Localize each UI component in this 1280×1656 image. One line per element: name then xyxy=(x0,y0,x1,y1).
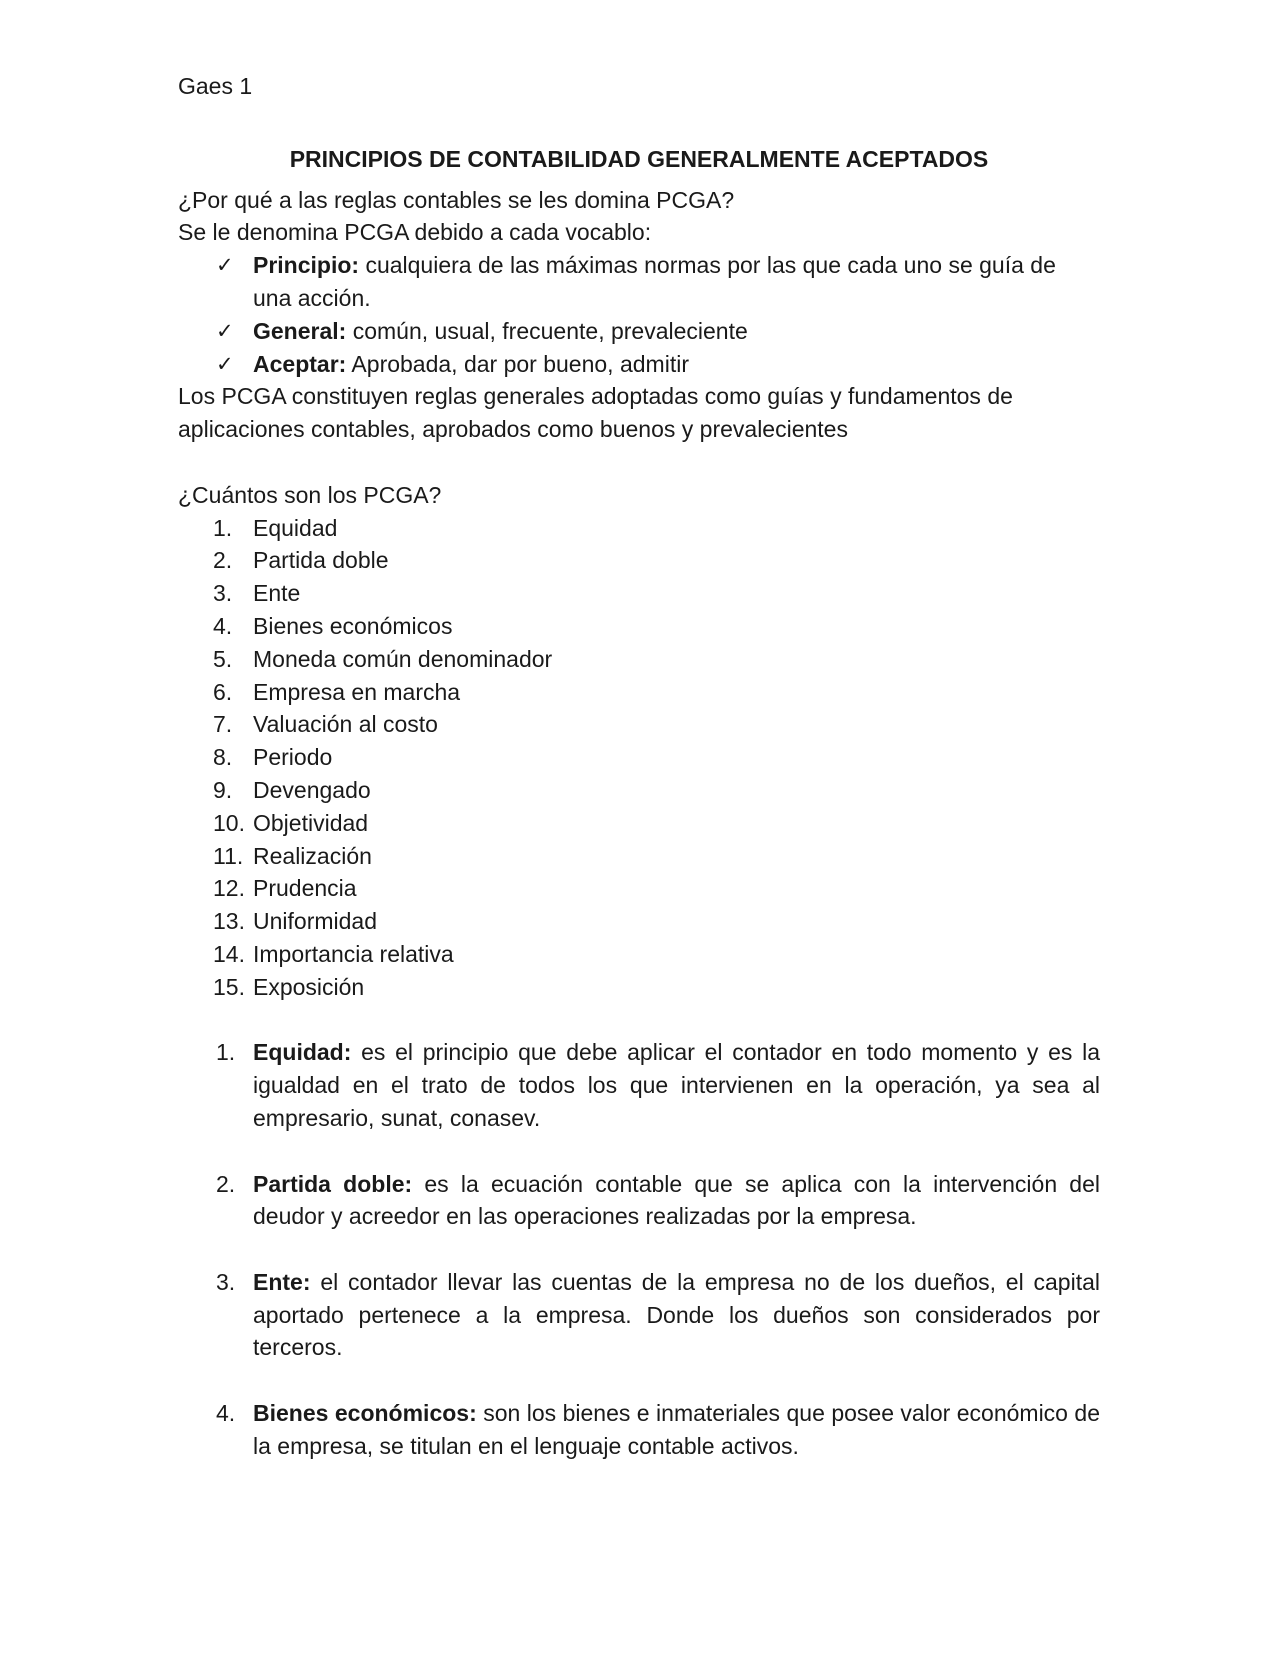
definition-text: son los bienes e inmateriales que posee valor económico de la empresa, se titulan en el lenguaje contable activos. xyxy=(253,1400,1100,1459)
vocab-term: General: xyxy=(253,317,347,344)
list-item xyxy=(178,938,1100,971)
definition-item xyxy=(178,1397,1100,1463)
list-item xyxy=(178,741,1100,774)
list-number: 12. xyxy=(213,875,245,902)
list-item xyxy=(178,840,1100,873)
list-item xyxy=(178,610,1100,643)
definition-text: es el principio que debe aplicar el contador en todo momento y es la igualdad en el trato de todos los que intervienen en la operación, ya sea al empresario, sunat, conasev. xyxy=(253,1039,1100,1131)
vocab-term: Principio: xyxy=(253,252,360,279)
list-number: 1. xyxy=(213,514,233,541)
list-number: 15. xyxy=(213,973,245,1000)
definition-term: Equidad: xyxy=(253,1039,352,1066)
vocab-text: Aprobada, dar por bueno, admitir xyxy=(346,350,689,377)
definition-text: el contador llevar las cuentas de la empresa no de los dueños, el capital aportado pertenece a la empresa. Donde los dueños son considerados por terceros. xyxy=(253,1268,1100,1361)
document-title: PRINCIPIOS DE CONTABILIDAD GENERALMENTE ACEPTADOS xyxy=(289,145,989,172)
vocab-text: cualquiera de las máximas normas por las que cada uno se guía de una acción. xyxy=(253,252,1056,311)
intro-answer: Se le denomina PCGA debido a cada vocablo: xyxy=(178,219,652,246)
list-number: 11. xyxy=(213,842,244,869)
definition-term: Bienes económicos: xyxy=(253,1400,477,1427)
list-label: Ente xyxy=(253,580,301,607)
definition-term: Ente: xyxy=(253,1268,311,1295)
list-label: Partida doble xyxy=(253,547,389,574)
definition-item xyxy=(178,1036,1100,1134)
definition-item xyxy=(178,1168,1100,1234)
list-item xyxy=(178,774,1100,807)
list-item xyxy=(178,905,1100,938)
definitions-list xyxy=(178,1036,1100,1462)
list-label: Bienes económicos xyxy=(253,612,453,639)
count-question: ¿Cuántos son los PCGA? xyxy=(178,481,442,508)
list-label: Equidad xyxy=(253,514,338,541)
page-header: Gaes 1 xyxy=(178,73,253,99)
list-item xyxy=(178,512,1100,545)
list-label: Uniformidad xyxy=(253,908,377,935)
list-label: Realización xyxy=(253,842,372,869)
vocab-text: común, usual, frecuente, prevaleciente xyxy=(346,317,748,344)
definition-text: es la ecuación contable que se aplica con la intervención del deudor y acreedor en las operaciones realizadas por la empresa. xyxy=(253,1170,1101,1230)
list-item xyxy=(178,872,1100,905)
vocab-list xyxy=(178,249,1100,380)
list-item xyxy=(178,708,1100,741)
definition-term: Partida doble: xyxy=(253,1170,413,1197)
list-item xyxy=(178,971,1100,1004)
list-label: Moneda común denominador xyxy=(253,645,553,672)
list-number: 4. xyxy=(213,612,233,639)
vocab-item xyxy=(178,315,1100,348)
intro-question: ¿Por qué a las reglas contables se les domina PCGA? xyxy=(178,186,735,213)
definition-number: 2. xyxy=(216,1170,236,1197)
principles-list xyxy=(178,512,1100,1004)
list-number: 5. xyxy=(213,645,233,672)
definition-number: 1. xyxy=(216,1039,236,1066)
vocab-term: Aceptar: xyxy=(253,350,347,377)
list-number: 14. xyxy=(213,940,245,967)
list-item xyxy=(178,577,1100,610)
list-item xyxy=(178,807,1100,840)
definition-number: 3. xyxy=(216,1268,236,1295)
checkmark-icon: ✓ xyxy=(216,253,234,278)
list-label: Empresa en marcha xyxy=(253,678,461,705)
list-label: Prudencia xyxy=(253,875,357,902)
vocab-item xyxy=(178,348,1100,381)
checkmark-icon: ✓ xyxy=(216,351,234,376)
list-label: Devengado xyxy=(253,776,371,803)
document-page xyxy=(178,70,1100,1495)
list-label: Objetividad xyxy=(253,809,369,836)
list-number: 2. xyxy=(213,547,233,574)
definition-number: 4. xyxy=(216,1400,236,1427)
list-label: Valuación al costo xyxy=(253,711,438,738)
summary-paragraph: Los PCGA constituyen reglas generales adoptadas como guías y fundamentos de aplicaciones contables, aprobados como buenos y prevalecientes xyxy=(178,383,1013,443)
vocab-item xyxy=(178,249,1100,315)
list-item xyxy=(178,643,1100,676)
list-item xyxy=(178,676,1100,709)
list-number: 6. xyxy=(213,678,233,705)
list-number: 8. xyxy=(213,744,233,771)
list-label: Exposición xyxy=(253,973,365,1000)
list-number: 13. xyxy=(213,908,245,935)
list-item xyxy=(178,544,1100,577)
definition-item xyxy=(178,1266,1100,1364)
checkmark-icon: ✓ xyxy=(216,318,234,343)
list-number: 3. xyxy=(213,580,233,607)
list-number: 10. xyxy=(213,809,245,836)
list-label: Importancia relativa xyxy=(253,940,454,967)
list-number: 9. xyxy=(213,776,233,803)
list-number: 7. xyxy=(213,711,233,738)
list-label: Periodo xyxy=(253,744,333,771)
